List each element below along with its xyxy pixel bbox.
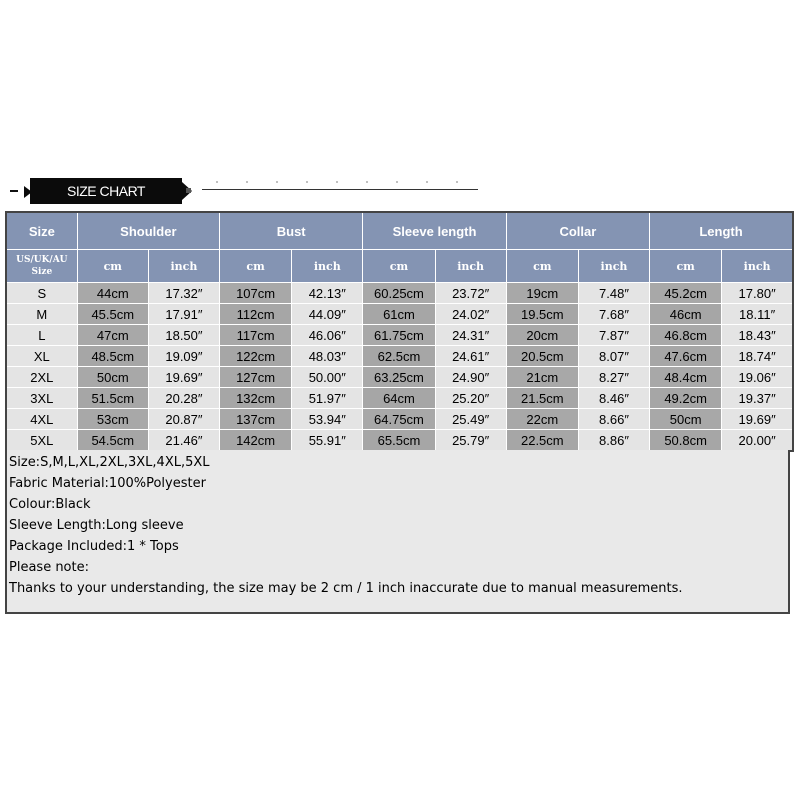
cm-cell: 127cm: [220, 367, 292, 388]
header-dash: [10, 190, 18, 192]
inch-cell: 17.91″: [148, 304, 219, 325]
cm-cell: 64cm: [363, 388, 435, 409]
note-line: Size:S,M,L,XL,2XL,3XL,4XL,5XL: [9, 455, 210, 470]
cm-cell: 46.8cm: [650, 325, 722, 346]
group-header-sleeve-length: Sleeve length: [363, 212, 506, 250]
size-table: [5, 211, 794, 452]
cm-cell: 64.75cm: [363, 409, 435, 430]
unit-header-cm: cm: [506, 250, 578, 283]
note-line: Colour:Black: [9, 497, 91, 512]
table-row: [6, 430, 793, 452]
banner-dot: [186, 188, 191, 193]
size-cell: 2XL: [6, 367, 77, 388]
cm-cell: 117cm: [220, 325, 292, 346]
product-notes: [5, 450, 790, 614]
inch-cell: 25.79″: [435, 430, 506, 452]
inch-cell: 42.13″: [292, 283, 363, 304]
inch-cell: 19.69″: [148, 367, 219, 388]
inch-cell: 19.37″: [722, 388, 793, 409]
inch-cell: 17.32″: [148, 283, 219, 304]
header-rule: [202, 189, 478, 190]
note-line: Package Included:1 * Tops: [9, 539, 179, 554]
table-row: [6, 325, 793, 346]
inch-cell: 20.28″: [148, 388, 219, 409]
inch-cell: 24.90″: [435, 367, 506, 388]
cm-cell: 46cm: [650, 304, 722, 325]
cm-cell: 22cm: [506, 409, 578, 430]
group-header-collar: Collar: [506, 212, 649, 250]
unit-header-inch: inch: [148, 250, 219, 283]
inch-cell: 23.72″: [435, 283, 506, 304]
header-dotted-line: [202, 181, 478, 183]
unit-header-cm: cm: [363, 250, 435, 283]
inch-cell: 8.66″: [578, 409, 649, 430]
inch-cell: 46.06″: [292, 325, 363, 346]
inch-cell: 18.11″: [722, 304, 793, 325]
cm-cell: 132cm: [220, 388, 292, 409]
cm-cell: 142cm: [220, 430, 292, 452]
note-line: Fabric Material:100%Polyester: [9, 476, 206, 491]
cm-cell: 44cm: [77, 283, 148, 304]
inch-cell: 24.02″: [435, 304, 506, 325]
cm-cell: 65.5cm: [363, 430, 435, 452]
cm-cell: 48.5cm: [77, 346, 148, 367]
size-cell: 3XL: [6, 388, 77, 409]
cm-cell: 45.2cm: [650, 283, 722, 304]
group-header-row: [6, 212, 793, 250]
table-row: [6, 409, 793, 430]
size-cell: XL: [6, 346, 77, 367]
cm-cell: 61.75cm: [363, 325, 435, 346]
inch-cell: 53.94″: [292, 409, 363, 430]
table-row: [6, 283, 793, 304]
cm-cell: 45.5cm: [77, 304, 148, 325]
cm-cell: 53cm: [77, 409, 148, 430]
table-row: [6, 346, 793, 367]
size-cell: 5XL: [6, 430, 77, 452]
unit-header-inch: inch: [722, 250, 793, 283]
note-line: Thanks to your understanding, the size may be 2 cm / 1 inch inaccurate due to manual measurements.: [9, 581, 683, 596]
inch-cell: 18.74″: [722, 346, 793, 367]
group-header-shoulder: Shoulder: [77, 212, 219, 250]
inch-cell: 8.46″: [578, 388, 649, 409]
inch-cell: 20.87″: [148, 409, 219, 430]
size-cell: M: [6, 304, 77, 325]
size-cell: S: [6, 283, 77, 304]
cm-cell: 20cm: [506, 325, 578, 346]
unit-header-cm: cm: [220, 250, 292, 283]
inch-cell: 7.48″: [578, 283, 649, 304]
cm-cell: 61cm: [363, 304, 435, 325]
inch-cell: 8.27″: [578, 367, 649, 388]
cm-cell: 137cm: [220, 409, 292, 430]
inch-cell: 44.09″: [292, 304, 363, 325]
inch-cell: 50.00″: [292, 367, 363, 388]
table-row: [6, 304, 793, 325]
note-line: Sleeve Length:Long sleeve: [9, 518, 184, 533]
inch-cell: 51.97″: [292, 388, 363, 409]
inch-cell: 18.43″: [722, 325, 793, 346]
cm-cell: 112cm: [220, 304, 292, 325]
cm-cell: 47.6cm: [650, 346, 722, 367]
inch-cell: 7.68″: [578, 304, 649, 325]
unit-header-inch: inch: [578, 250, 649, 283]
cm-cell: 49.2cm: [650, 388, 722, 409]
inch-cell: 17.80″: [722, 283, 793, 304]
group-header-bust: Bust: [220, 212, 363, 250]
unit-header-cm: cm: [77, 250, 148, 283]
inch-cell: 25.20″: [435, 388, 506, 409]
inch-cell: 19.69″: [722, 409, 793, 430]
inch-cell: 25.49″: [435, 409, 506, 430]
cm-cell: 63.25cm: [363, 367, 435, 388]
cm-cell: 54.5cm: [77, 430, 148, 452]
cm-cell: 50.8cm: [650, 430, 722, 452]
inch-cell: 21.46″: [148, 430, 219, 452]
size-column-header: Size: [6, 212, 77, 250]
cm-cell: 50cm: [77, 367, 148, 388]
size-cell: L: [6, 325, 77, 346]
cm-cell: 51.5cm: [77, 388, 148, 409]
cm-cell: 122cm: [220, 346, 292, 367]
unit-header-inch: inch: [435, 250, 506, 283]
unit-header-row: [6, 250, 793, 283]
cm-cell: 21.5cm: [506, 388, 578, 409]
inch-cell: 7.87″: [578, 325, 649, 346]
table-row: [6, 367, 793, 388]
cm-cell: 107cm: [220, 283, 292, 304]
cm-cell: 47cm: [77, 325, 148, 346]
inch-cell: 55.91″: [292, 430, 363, 452]
inch-cell: 24.61″: [435, 346, 506, 367]
inch-cell: 48.03″: [292, 346, 363, 367]
inch-cell: 8.07″: [578, 346, 649, 367]
inch-cell: 19.06″: [722, 367, 793, 388]
size-cell: 4XL: [6, 409, 77, 430]
cm-cell: 19cm: [506, 283, 578, 304]
group-header-length: Length: [650, 212, 793, 250]
inch-cell: 18.50″: [148, 325, 219, 346]
cm-cell: 22.5cm: [506, 430, 578, 452]
cm-cell: 62.5cm: [363, 346, 435, 367]
cm-cell: 21cm: [506, 367, 578, 388]
cm-cell: 48.4cm: [650, 367, 722, 388]
unit-header-cm: cm: [650, 250, 722, 283]
inch-cell: 24.31″: [435, 325, 506, 346]
inch-cell: 20.00″: [722, 430, 793, 452]
inch-cell: 8.86″: [578, 430, 649, 452]
size-chart-title: SIZE CHART: [30, 178, 182, 204]
cm-cell: 50cm: [650, 409, 722, 430]
cm-cell: 19.5cm: [506, 304, 578, 325]
cm-cell: 60.25cm: [363, 283, 435, 304]
unit-header-inch: inch: [292, 250, 363, 283]
table-row: [6, 388, 793, 409]
inch-cell: 19.09″: [148, 346, 219, 367]
cm-cell: 20.5cm: [506, 346, 578, 367]
note-line: Please note:: [9, 560, 89, 575]
region-size-header: US/UK/AU Size: [6, 250, 77, 283]
